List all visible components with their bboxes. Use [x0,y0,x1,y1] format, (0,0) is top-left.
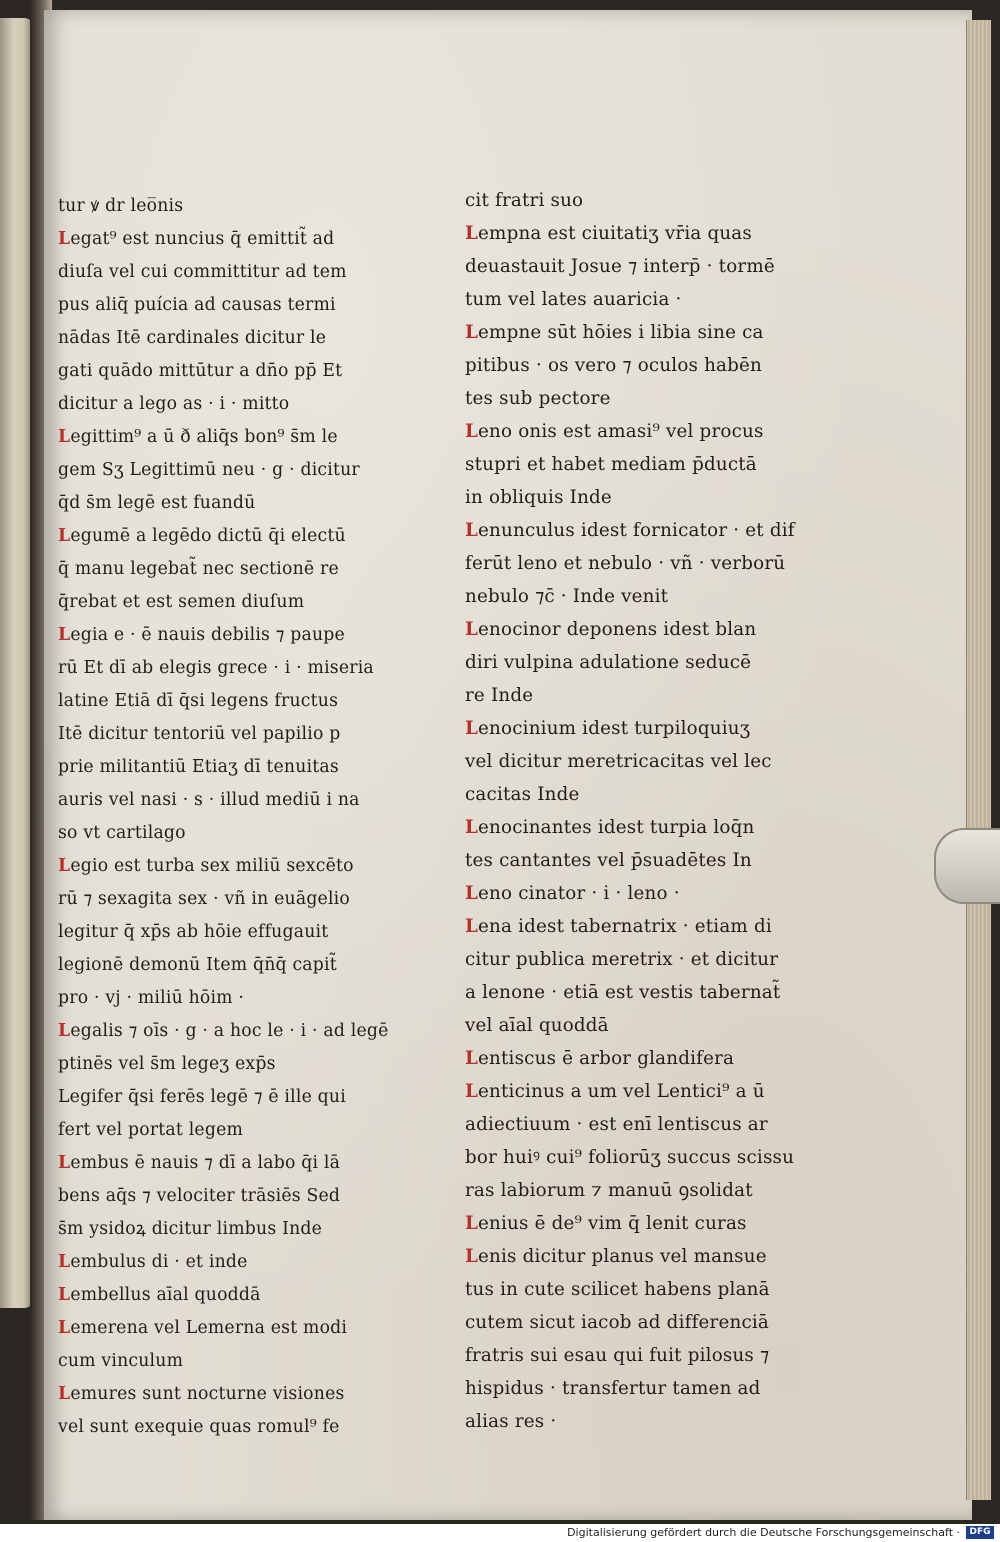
text-line: legitur q̄ xp̄s ab hōie effugauit [58,922,329,942]
text-line: cutem sicut iacob ad differenciā [465,1312,770,1333]
text-line: nebulo ⁊c̄ · Inde venit [465,586,669,607]
text-line [58,619,388,652]
text-line [465,811,795,844]
text-line: alias res · [465,1411,557,1432]
right-text-column [465,184,795,1438]
text-line [58,1312,388,1345]
text-line: cacitas Inde [465,784,580,805]
rubricated-initial: L [465,520,479,541]
text-line [465,316,795,349]
text-line: q̄rebat et est semen diuſum [58,592,305,612]
rubricated-initial: L [465,1213,479,1234]
text-line: tes cantantes vel p̄suadētes In [465,850,752,871]
line-text: eno cinator · i · leno · [478,883,680,904]
text-line: ptinēs vel s̄m legeʒ exp̄s [58,1054,276,1074]
text-line [465,877,795,910]
text-line: cum vinculum [58,1351,184,1371]
text-line: q̄d s̄m legē est fuandū [58,493,256,513]
left-text-column [58,190,388,1444]
rubricated-initial: L [58,625,71,645]
text-line: vel aīal quoddā [465,1015,609,1036]
text-line: so vt cartilago [58,823,186,843]
text-line [465,1240,795,1273]
text-line: adiectiuum · est enī lentiscus ar [465,1114,768,1135]
text-line [465,712,795,745]
line-text: eno onis est amasi⁹ vel procus [478,421,764,442]
line-text: enocinium idest turpiloquiuʒ [478,718,751,739]
text-line [465,1075,795,1108]
line-text: emures sunt nocturne visiones [70,1384,345,1404]
text-line: legionē demonū Item q̄n̄q̄ capit̃ [58,955,337,975]
rubricated-initial: L [465,1048,479,1069]
line-text: egalis ⁊ oīs · g · a hoc le · i · ad legē [70,1021,389,1041]
text-line: bor huiꝰ cui⁹ foliorūʒ succus scissu [465,1147,795,1168]
text-line: nādas Itē cardinales dicitur le [58,328,327,348]
line-text: egio est turba sex miliū sexcēto [70,856,354,876]
text-line: deuastauit Josue ⁊ interp̄ · tormē [465,256,775,277]
facing-page-edge [0,18,34,1308]
text-line: stupri et habet mediam p̄ductā [465,454,757,475]
rubricated-initial: L [58,526,71,546]
text-line [465,217,795,250]
rubricated-initial: L [465,322,479,343]
line-text: emerena vel Lemerna est modi [70,1318,348,1338]
line-text: egittim⁹ a ū ð aliq̄s bon⁹ s̄m le [70,427,338,447]
text-line [465,613,795,646]
line-text: empne sūt hōies i libia sine ca [478,322,764,343]
line-text: empna est ciuitatiʒ vr̄ia quas [478,223,752,244]
line-text: egumē a legēdo dictū q̄i electū [70,526,346,546]
page-stack-edges [966,20,991,1500]
text-line: q̄ manu legebat̃ nec sectionē re [58,559,339,579]
text-line [58,1378,388,1411]
rubricated-initial: L [58,856,71,876]
text-line: citur publica meretrix · et dicitur [465,949,779,970]
text-line: fert vel portat legem [58,1120,244,1140]
text-line: diuſa vel cui committitur ad tem [58,262,347,282]
text-line: s̄m ysidoꝝ dicitur limbus Inde [58,1219,323,1239]
facing-page-text-fragment [2,228,28,1298]
text-line [465,514,795,547]
text-line [58,520,388,553]
digitization-footer [0,1524,1000,1542]
text-line: fratris sui esau qui fuit pilosus ⁊ [465,1345,770,1366]
rubricated-initial: L [58,229,71,249]
line-text: embellus aīal quoddā [70,1285,261,1305]
text-line [465,910,795,943]
rubricated-initial: L [465,883,479,904]
rubricated-initial: L [58,1318,71,1338]
text-line [465,1207,795,1240]
text-line: pus aliq̄ puícia ad causas termi [58,295,336,315]
line-text: enius ē de⁹ vim q̄ lenit curas [478,1213,747,1234]
rubricated-initial: L [58,1384,71,1404]
text-line: tur ꝟ dr leo̅nis [58,196,184,216]
line-text: embus ē nauis ⁊ dī a labo q̄i lā [70,1153,341,1173]
text-line: ferūt leno et nebulo · vñ · verborū [465,553,786,574]
line-text: enticinus a um vel Lentici⁹ a ū [478,1081,765,1102]
text-line: vel sunt exequie quas romul⁹ fe [58,1417,340,1437]
text-line [465,415,795,448]
line-text: entiscus ē arbor glandifera [478,1048,735,1069]
line-text: enocinor deponens idest blan [478,619,757,640]
rubricated-initial: L [58,1285,71,1305]
line-text: enis dicitur planus vel mansue [478,1246,767,1267]
rubricated-initial: L [465,817,479,838]
rubricated-initial: L [58,1153,71,1173]
footer-credit: Digitalisierung gefördert durch die Deutsche Forschungsgemeinschaft · [567,1526,960,1539]
dfg-logo: DFG [966,1526,994,1539]
text-line [58,1015,388,1048]
text-line: tus in cute scilicet habens planā [465,1279,770,1300]
text-line: Legifer q̄si ferēs legē ⁊ ē ille qui [58,1087,346,1107]
text-line [58,1246,388,1279]
text-line: a lenone · etiā est vestis tabernat̃ [465,982,781,1003]
text-line: bens aq̄s ⁊ velociter trāsiēs Sed [58,1186,341,1206]
rubricated-initial: L [465,223,479,244]
text-line [58,421,388,454]
text-line: re Inde [465,685,534,706]
text-line: cit fratri suo [465,190,584,211]
rubricated-initial: L [465,718,479,739]
text-line: gem Sʒ Legittimū neu · g · dicitur [58,460,360,480]
text-line [58,1279,388,1312]
rubricated-initial: L [465,916,479,937]
text-line: rū ⁊ sexagita sex · vñ in euāgelio [58,889,350,909]
page-clip [934,828,1000,904]
text-line: prie militantiū Etiaʒ dī tenuitas [58,757,339,777]
text-line: ras labiorum ⁊ manuū ꝯsolidat [465,1180,753,1201]
rubricated-initial: L [465,421,479,442]
text-line: tum vel lates auaricia · [465,289,682,310]
rubricated-initial: L [58,1252,71,1272]
text-line [465,1042,795,1075]
text-line [58,223,388,256]
line-text: enocinantes idest turpia loq̄n [478,817,755,838]
text-line: auris vel nasi · s · illud mediū i na [58,790,360,810]
text-line: dicitur a lego as · i · mitto [58,394,290,414]
text-line: latine Etiā dī q̄si legens fructus [58,691,339,711]
text-line: gati quādo mittūtur a dn̄o pp̄ Et [58,361,343,381]
text-line: rū Et dī ab elegis grece · i · miseria [58,658,374,678]
line-text: egia e · ē nauis debilis ⁊ paupe [70,625,345,645]
rubricated-initial: L [58,1021,71,1041]
text-line: pitibus · os vero ⁊ oculos habēn [465,355,763,376]
line-text: egat⁹ est nuncius q̄ emittit̃ ad [70,229,335,249]
line-text: ena idest tabernatrix · etiam di [478,916,772,937]
text-line: Itē dicitur tentoriū vel papilio p [58,724,341,744]
text-line: in obliquis Inde [465,487,612,508]
line-text: embulus di · et inde [70,1252,248,1272]
rubricated-initial: L [465,1081,479,1102]
text-line: vel dicitur meretricacitas vel lec [465,751,772,772]
text-line: hispidus · transfertur tamen ad [465,1378,761,1399]
line-text: enunculus idest fornicator · et dif [478,520,795,541]
text-line: diri vulpina adulatione seducē [465,652,752,673]
text-line: pro · vj · miliū hōim · [58,988,245,1008]
text-line [58,1147,388,1180]
rubricated-initial: L [465,1246,479,1267]
rubricated-initial: L [465,619,479,640]
rubricated-initial: L [58,427,71,447]
text-line: tes sub pectore [465,388,611,409]
text-line [58,850,388,883]
